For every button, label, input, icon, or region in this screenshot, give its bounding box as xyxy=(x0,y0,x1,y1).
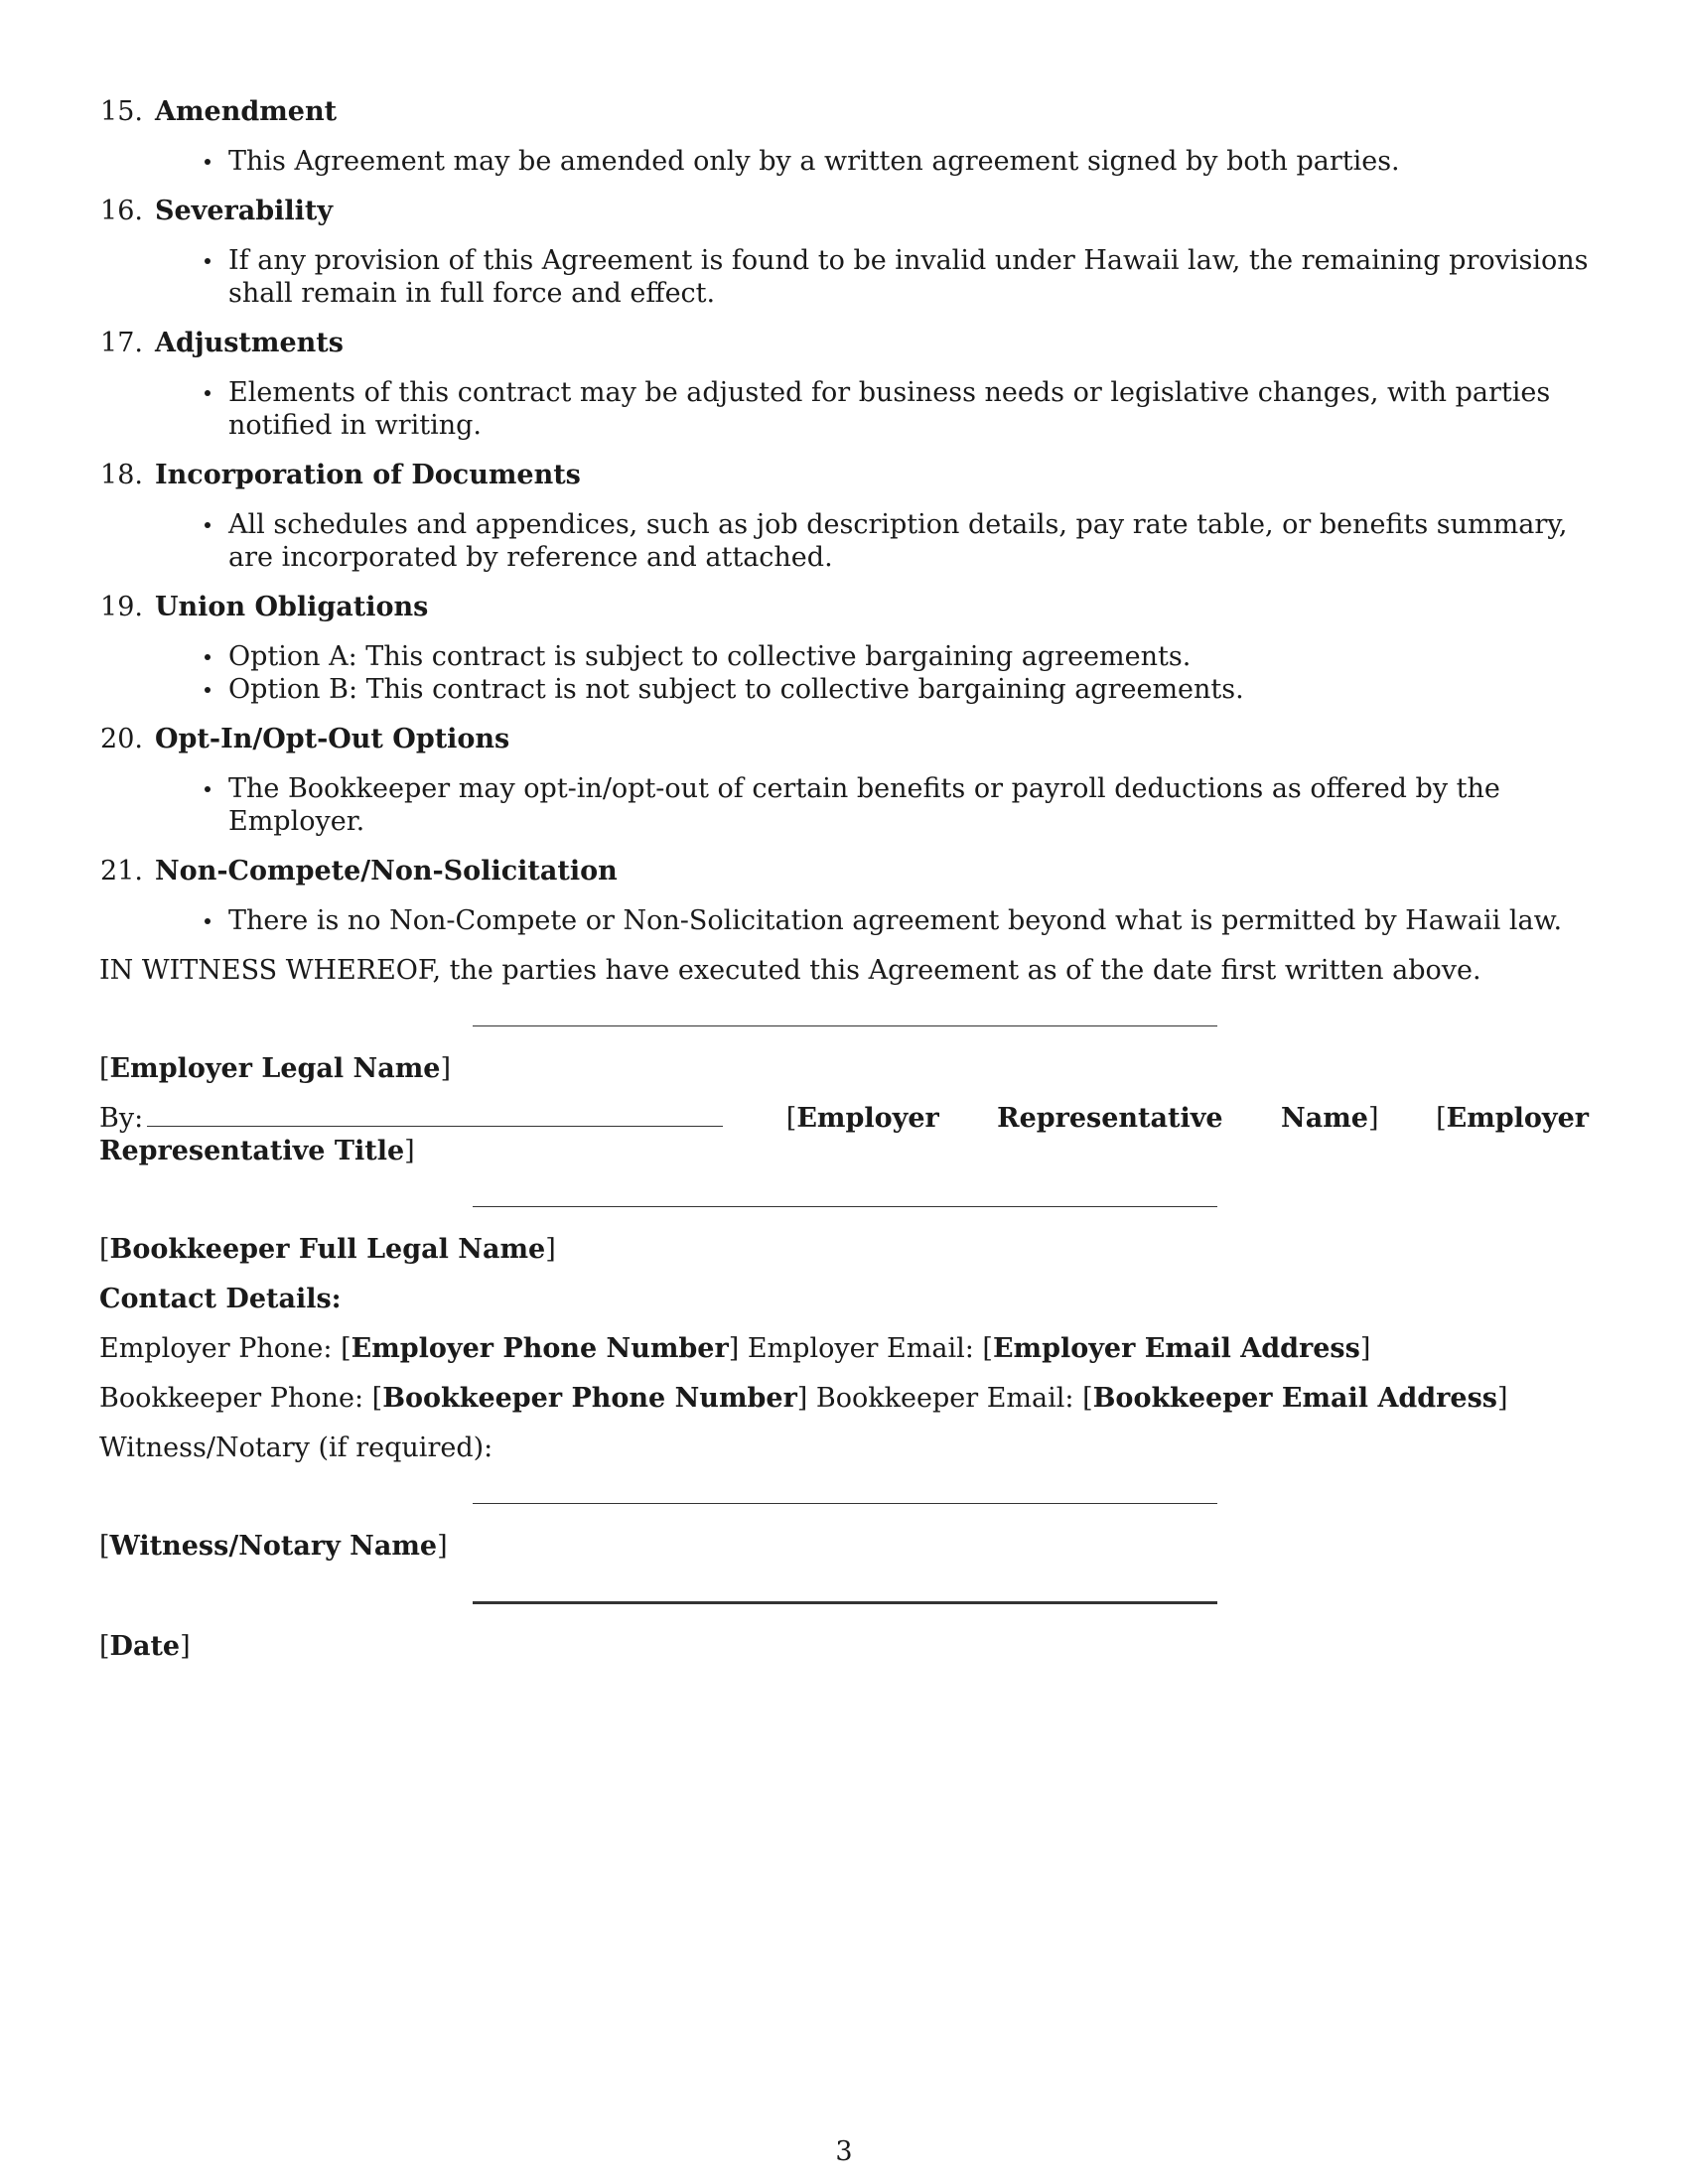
bullet-item: If any provision of this Agreement is found to be invalid under Hawaii law, the remaining provisions shall remain in full force and effect. xyxy=(228,245,1589,309)
bullet-item: All schedules and appendices, such as job description details, pay rate table, or benefits summary, are incorporated by reference and attached. xyxy=(228,508,1589,574)
bullet-item: Elements of this contract may be adjusted for business needs or legislative changes, with parties notified in writing. xyxy=(228,376,1589,442)
bullet-item: This Agreement may be amended only by a written agreement signed by both parties. xyxy=(228,145,1589,178)
date-line[interactable] xyxy=(473,1601,1217,1604)
date-label: [Date] xyxy=(99,1631,191,1662)
section-title: Union Obligations xyxy=(155,592,429,622)
employer-phone-value: Employer Phone Number xyxy=(351,1333,729,1364)
section-number: 19. xyxy=(100,592,143,622)
bookkeeper-signature-line[interactable] xyxy=(473,1206,1217,1207)
employer-rep-title: Employer Representative Title xyxy=(99,1103,1590,1166)
bullet-item: There is no Non-Compete or Non-Solicitation agreement beyond what is permitted by Hawaii law. xyxy=(228,904,1589,937)
page-number: 3 xyxy=(835,2136,853,2167)
employer-rep-name: Employer Representative Name xyxy=(796,1103,1368,1134)
section-20 xyxy=(99,723,1589,838)
date-label-text: Date xyxy=(109,1631,181,1662)
section-number: 20. xyxy=(100,724,143,754)
section-title: Non-Compete/Non-Solicitation xyxy=(155,856,618,887)
employer-by-row: By: [Employer Representative Name] [Employer Representative Title] xyxy=(99,1103,1590,1166)
employer-email-value: Employer Email Address xyxy=(992,1333,1360,1364)
employer-email-label: Employer Email: xyxy=(747,1333,974,1364)
bookkeeper-legal-name-text: Bookkeeper Full Legal Name xyxy=(109,1234,546,1265)
employer-signature-line[interactable] xyxy=(473,1025,1217,1026)
section-title: Incorporation of Documents xyxy=(155,460,581,490)
section-19 xyxy=(99,591,1589,706)
bookkeeper-email-value: Bookkeeper Email Address xyxy=(1092,1383,1497,1414)
witness-label: Witness/Notary (if required): xyxy=(99,1433,493,1463)
section-number: 16. xyxy=(100,196,143,226)
employer-legal-name-text: Employer Legal Name xyxy=(109,1053,441,1084)
employer-by-signature-field[interactable] xyxy=(147,1104,723,1127)
witness-signature-line[interactable] xyxy=(473,1503,1217,1504)
bookkeeper-email-label: Bookkeeper Email: xyxy=(815,1383,1074,1414)
bookkeeper-contact-row: Bookkeeper Phone: [Bookkeeper Phone Number] Bookkeeper Email: [Bookkeeper Email Address] xyxy=(99,1383,1508,1414)
bookkeeper-phone-value: Bookkeeper Phone Number xyxy=(382,1383,797,1414)
employer-legal-name: [Employer Legal Name] xyxy=(99,1053,451,1084)
section-18 xyxy=(99,459,1589,574)
section-16 xyxy=(99,195,1589,310)
section-number: 15. xyxy=(100,96,143,127)
section-number: 21. xyxy=(100,856,143,887)
bookkeeper-phone-label: Bookkeeper Phone: xyxy=(99,1383,364,1414)
employer-contact-row: Employer Phone: [Employer Phone Number] Employer Email: [Employer Email Address] xyxy=(99,1333,1371,1364)
bullet-item: Option B: This contract is not subject to collective bargaining agreements. xyxy=(228,673,1589,706)
witness-statement: IN WITNESS WHEREOF, the parties have executed this Agreement as of the date first written above. xyxy=(99,955,1481,986)
section-list xyxy=(99,95,1589,937)
section-17 xyxy=(99,327,1589,442)
section-title: Amendment xyxy=(155,96,338,127)
section-21 xyxy=(99,855,1589,937)
section-title: Adjustments xyxy=(155,328,344,358)
bullet-item: The Bookkeeper may opt-in/opt-out of certain benefits or payroll deductions as offered by the Employer. xyxy=(228,772,1589,838)
section-title: Opt-In/Opt-Out Options xyxy=(155,724,510,754)
section-15 xyxy=(99,95,1589,178)
document-page xyxy=(99,95,1589,1663)
by-label: By: xyxy=(99,1103,144,1134)
section-number: 17. xyxy=(100,328,143,358)
section-number: 18. xyxy=(100,460,143,490)
witness-name-text: Witness/Notary Name xyxy=(109,1531,438,1562)
contact-heading: Contact Details: xyxy=(99,1284,342,1314)
bookkeeper-legal-name: [Bookkeeper Full Legal Name] xyxy=(99,1234,556,1265)
section-title: Severability xyxy=(155,196,334,226)
witness-name: [Witness/Notary Name] xyxy=(99,1531,448,1562)
bullet-item: Option A: This contract is subject to collective bargaining agreements. xyxy=(228,640,1589,673)
employer-phone-label: Employer Phone: xyxy=(99,1333,333,1364)
